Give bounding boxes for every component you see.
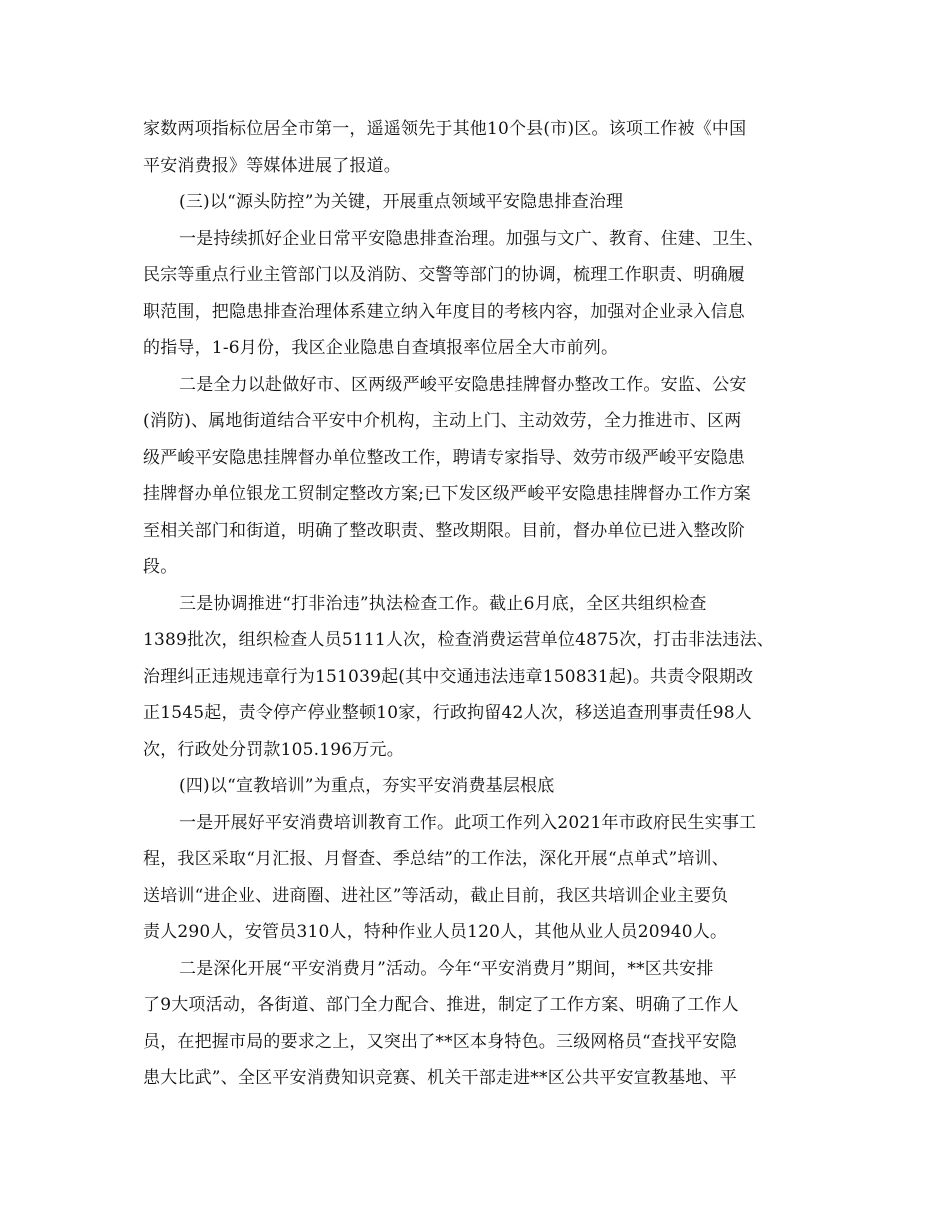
text-line: 平安消费报》等媒体进展了报道。	[143, 155, 401, 176]
text-line: 民宗等重点行业主管部门以及消防、交警等部门的协调，梳理工作职责、明确履	[143, 265, 745, 285]
text-line: 送培训“进企业、进商圈、进社区”等活动，截止目前，我区共培训企业主要负	[143, 885, 729, 906]
text-line: 三是协调推进“打非治违”执法检查工作。截止6月底，全区共组织检查	[179, 593, 707, 614]
document-body	[143, 111, 807, 1097]
text-line: 职范围，把隐患排查治理体系建立纳入年度目的考核内容，加强对企业录入信息	[143, 301, 745, 322]
text-line: 二是全力以赴做好市、区两级严峻平安隐患挂牌督办整改工作。安监、公安	[179, 374, 747, 395]
text-line: 一是开展好平安消费培训教育工作。此项工作列入2021年市政府民生实事工	[179, 812, 757, 833]
text-line: 员，在把握市局的要求之上，又突出了**区本身特色。三级网格员“查找平安隐	[143, 1031, 737, 1052]
text-line: 次，行政处分罚款105.196万元。	[143, 739, 404, 760]
text-line: 级严峻平安隐患挂牌督办单位整改工作，聘请专家指导、效劳市级严峻平安隐患	[143, 447, 745, 468]
text-line: 程，我区采取“月汇报、月督查、季总结”的工作法，深化开展“点单式”培训、	[143, 849, 729, 869]
text-line: 正1545起，责令停产停业整顿10家，行政拘留42人次，移送追查刑事责任98人	[143, 703, 752, 723]
text-line: 治理纠正违规违章行为151039起(其中交通违法违章150831起)。共责令限期改	[143, 666, 754, 687]
text-line: 1389批次，组织检查人员5111人次，检查消费运营单位4875次，打击非法违法、	[143, 630, 774, 650]
text-line: 挂牌督办单位银龙工贸制定整改方案;已下发区级严峻平安隐患挂牌督办工作方案	[143, 484, 751, 504]
text-line: 至相关部门和街道，明确了整改职责、整改期限。目前，督办单位已进入整改阶	[143, 520, 745, 541]
text-line: 了9大项活动，各街道、部门全力配合、推进，制定了工作方案、明确了工作人	[143, 995, 739, 1015]
text-line: 责人290人，安管员310人，特种作业人员120人，其他从业人员20940人。	[143, 922, 728, 942]
text-line: 家数两项指标位居全市第一，遥遥领先于其他10个县(市)区。该项工作被《中国	[143, 119, 747, 139]
text-line: 段。	[143, 557, 178, 577]
text-line: 的指导，1-6月份，我区企业隐患自查填报率位居全大市前列。	[143, 338, 619, 358]
text-line: (三)以“源头防控”为关键，开展重点领域平安隐患排查治理	[179, 192, 624, 212]
text-line: (消防)、属地街道结合平安中介机构，主动上门、主动效劳，全力推进市、区两	[143, 411, 742, 431]
text-line: 患大比武”、全区平安消费知识竞赛、机关干部走进**区公共平安宣教基地、平	[143, 1068, 737, 1088]
text-line: (四)以“宣教培训”为重点，夯实平安消费基层根底	[179, 776, 555, 796]
text-line: 一是持续抓好企业日常平安隐患排查治理。加强与文广、教育、住建、卫生、	[179, 228, 764, 249]
text-line: 二是深化开展“平安消费月”活动。今年“平安消费月”期间，**区共安排	[179, 958, 714, 979]
